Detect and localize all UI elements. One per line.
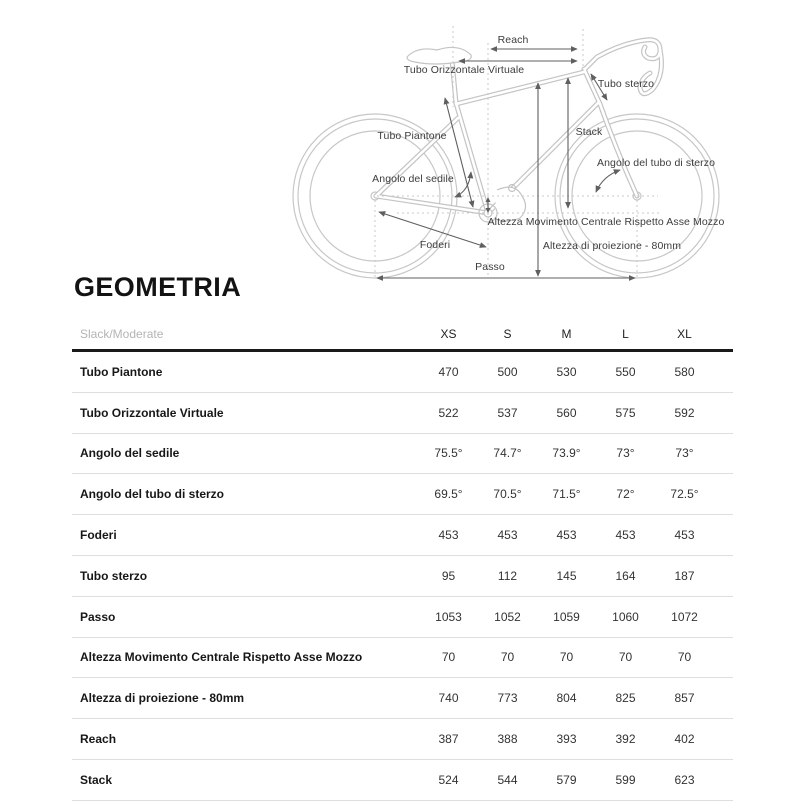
row-label: Angolo del tubo di sterzo [80, 487, 224, 502]
value-cell: 95 [441, 568, 456, 583]
head-angle-arc [596, 170, 620, 192]
row-label: Foderi [80, 528, 117, 543]
value-cell: 70 [618, 650, 633, 665]
value-cell: 579 [556, 772, 577, 787]
label-passo: Passo [475, 261, 505, 273]
value-cell: 72.5° [670, 487, 699, 502]
label-reach: Reach [497, 34, 529, 46]
row-label: Passo [80, 609, 116, 624]
row-label: Tubo sterzo [80, 568, 148, 583]
row-label: Tubo Orizzontale Virtuale [80, 405, 224, 420]
label-foderi: Foderi [419, 239, 451, 251]
value-cell: 145 [556, 568, 577, 583]
value-cell: 388 [497, 732, 518, 747]
value-cell: 74.7° [493, 446, 522, 461]
value-cell: 72° [616, 487, 635, 502]
value-cell: 70 [500, 650, 515, 665]
value-cell: 453 [674, 528, 695, 543]
value-cell: 500 [497, 364, 518, 379]
value-cell: 70 [677, 650, 692, 665]
label-angolo-del-sedile: Angolo del sedile [372, 173, 454, 185]
column-header-l: L [622, 326, 629, 341]
table-header-row [72, 318, 733, 352]
value-cell: 387 [438, 732, 459, 747]
value-cell: 560 [556, 405, 577, 420]
value-cell: 825 [615, 691, 636, 706]
value-cell: 453 [438, 528, 459, 543]
value-cell: 75.5° [434, 446, 463, 461]
table-row [72, 678, 733, 719]
value-cell: 537 [497, 405, 518, 420]
value-cell: 187 [674, 568, 695, 583]
table-row [72, 515, 733, 556]
label-angolo-del-tubo-di-sterzo: Angolo del tubo di sterzo [596, 157, 716, 169]
value-cell: 524 [438, 772, 459, 787]
value-cell: 70.5° [493, 487, 522, 502]
value-cell: 1053 [435, 609, 462, 624]
table-row [72, 352, 733, 393]
value-cell: 550 [615, 364, 636, 379]
row-label: Altezza di proiezione - 80mm [80, 691, 245, 706]
row-label: Angolo del sedile [80, 446, 180, 461]
label-stack: Stack [575, 126, 603, 138]
value-cell: 1060 [612, 609, 639, 624]
value-cell: 530 [556, 364, 577, 379]
value-cell: 112 [497, 568, 518, 583]
value-cell: 73.9° [552, 446, 581, 461]
table-row [72, 597, 733, 638]
table-row [72, 638, 733, 679]
value-cell: 70 [559, 650, 574, 665]
table-row [72, 719, 733, 760]
row-label: Stack [80, 772, 113, 787]
row-label: Tubo Piantone [80, 364, 163, 379]
value-cell: 599 [615, 772, 636, 787]
value-cell: 804 [556, 691, 577, 706]
table-row [72, 393, 733, 434]
column-header-xl: XL [677, 326, 692, 341]
value-cell: 623 [674, 772, 695, 787]
value-cell: 740 [438, 691, 459, 706]
table-row [72, 474, 733, 515]
value-cell: 70 [441, 650, 456, 665]
value-cell: 453 [497, 528, 518, 543]
value-cell: 857 [674, 691, 695, 706]
page-title: GEOMETRIA [74, 272, 242, 303]
value-cell: 453 [556, 528, 577, 543]
value-cell: 544 [497, 772, 518, 787]
value-cell: 164 [615, 568, 636, 583]
value-cell: 773 [497, 691, 518, 706]
table-row [72, 556, 733, 597]
geometry-table [72, 318, 733, 801]
value-cell: 393 [556, 732, 577, 747]
column-header-xs: XS [440, 326, 457, 341]
value-cell: 71.5° [552, 487, 581, 502]
label-tubo-orizzontale-virtuale: Tubo Orizzontale Virtuale [403, 64, 525, 76]
value-cell: 470 [438, 364, 459, 379]
row-label: Reach [80, 732, 117, 747]
label-tubo-piantone: Tubo Piantone [377, 130, 447, 142]
value-cell: 453 [615, 528, 636, 543]
row-label: Altezza Movimento Centrale Rispetto Asse Mozzo [80, 650, 363, 665]
table-row [72, 434, 733, 475]
value-cell: 402 [674, 732, 695, 747]
value-cell: 575 [615, 405, 636, 420]
value-cell: 592 [674, 405, 695, 420]
column-header-s: S [503, 326, 512, 341]
label-altezza-movimento: Altezza Movimento Centrale Rispetto Asse Mozzo [487, 216, 725, 228]
label-tubo-sterzo: Tubo sterzo [597, 78, 655, 90]
label-altezza-proiezione: Altezza di proiezione - 80mm [542, 240, 682, 252]
value-cell: 580 [674, 364, 695, 379]
table-row [72, 760, 733, 801]
geometry-table-body [72, 352, 733, 801]
value-cell: 392 [615, 732, 636, 747]
value-cell: 69.5° [434, 487, 463, 502]
value-cell: 73° [616, 446, 635, 461]
value-cell: 1052 [494, 609, 521, 624]
table-subtitle: Slack/Moderate [80, 326, 164, 341]
column-header-m: M [561, 326, 572, 341]
value-cell: 1072 [671, 609, 698, 624]
value-cell: 73° [675, 446, 694, 461]
value-cell: 522 [438, 405, 459, 420]
value-cell: 1059 [553, 609, 580, 624]
